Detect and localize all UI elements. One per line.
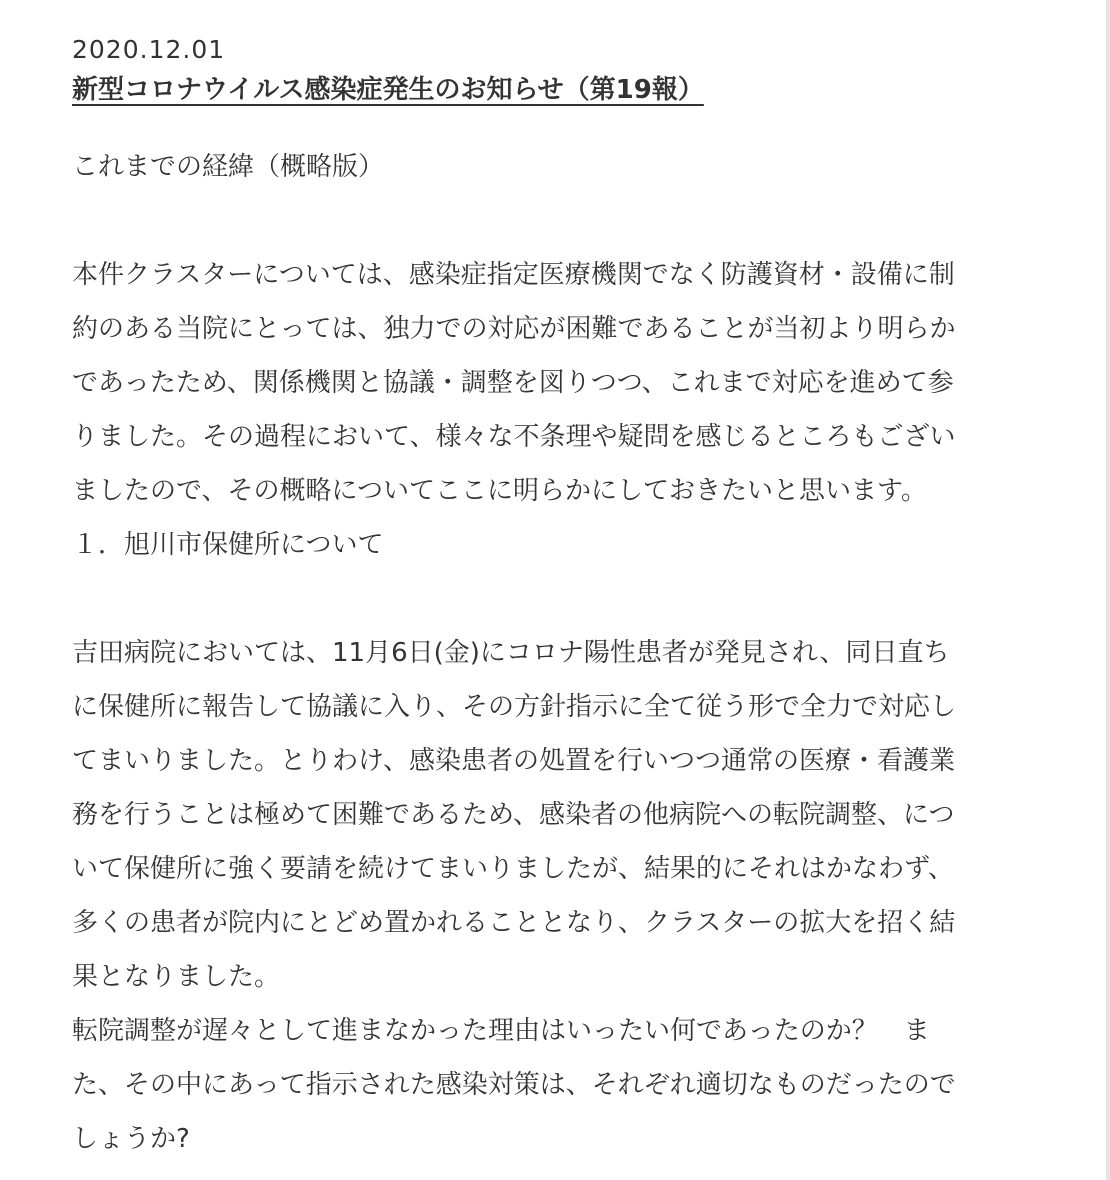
article-title[interactable]: 新型コロナウイルス感染症発生のお知らせ（第19報） [72, 75, 704, 105]
article [72, 30, 1090, 1166]
text-line: 務を行うことは極めて困難であるため、感染者の他病院への転院調整、につ [72, 800, 955, 830]
page-edge-shadow [1106, 0, 1110, 1180]
text-line: 多くの患者が院内にとどめ置かれることとなり、クラスターの拡大を招く結 [72, 908, 956, 938]
text-line: 本件クラスターについては、感染症指定医療機関でなく防護資材・設備に制 [72, 260, 955, 290]
post-date: 2020.12.01 [72, 35, 226, 64]
text-line: りました。その過程において、様々な不条理や疑問を感じるところもござい [72, 422, 956, 452]
article-subheading: これまでの経緯（概略版） [72, 152, 385, 182]
text-line: に保健所に報告して協議に入り、その方針指示に全て従う形で全力で対応し [72, 692, 957, 722]
intro-paragraph [72, 248, 1090, 572]
text-line: しょうか? [72, 1124, 190, 1154]
text-line: 果となりました。 [72, 962, 281, 992]
text-line: ましたので、その概略についてここに明らかにしておきたいと思います。 [72, 476, 927, 506]
text-line: 転院調整が遅々として進まなかった理由はいったい何であったのか？ ま [72, 1016, 930, 1046]
text-line: てまいりました。とりわけ、感染患者の処置を行いつつ通常の医療・看護業 [72, 746, 955, 776]
body-paragraph [72, 626, 1090, 1166]
text-line: であったため、関係機関と協議・調整を図りつつ、これまで対応を進めて参 [72, 368, 954, 398]
section-heading: １．旭川市保健所について [72, 530, 384, 560]
text-line: いて保健所に強く要請を続けてまいりましたが、結果的にそれはかなわず、 [72, 854, 954, 884]
text-line: た、その中にあって指示された感染対策は、それぞれ適切なものだったので [72, 1070, 956, 1100]
text-line: 吉田病院においては、11月6日(金)にコロナ陽性患者が発見され、同日直ち [72, 638, 950, 668]
text-line: 約のある当院にとっては、独力での対応が困難であることが当初より明らか [72, 314, 956, 344]
